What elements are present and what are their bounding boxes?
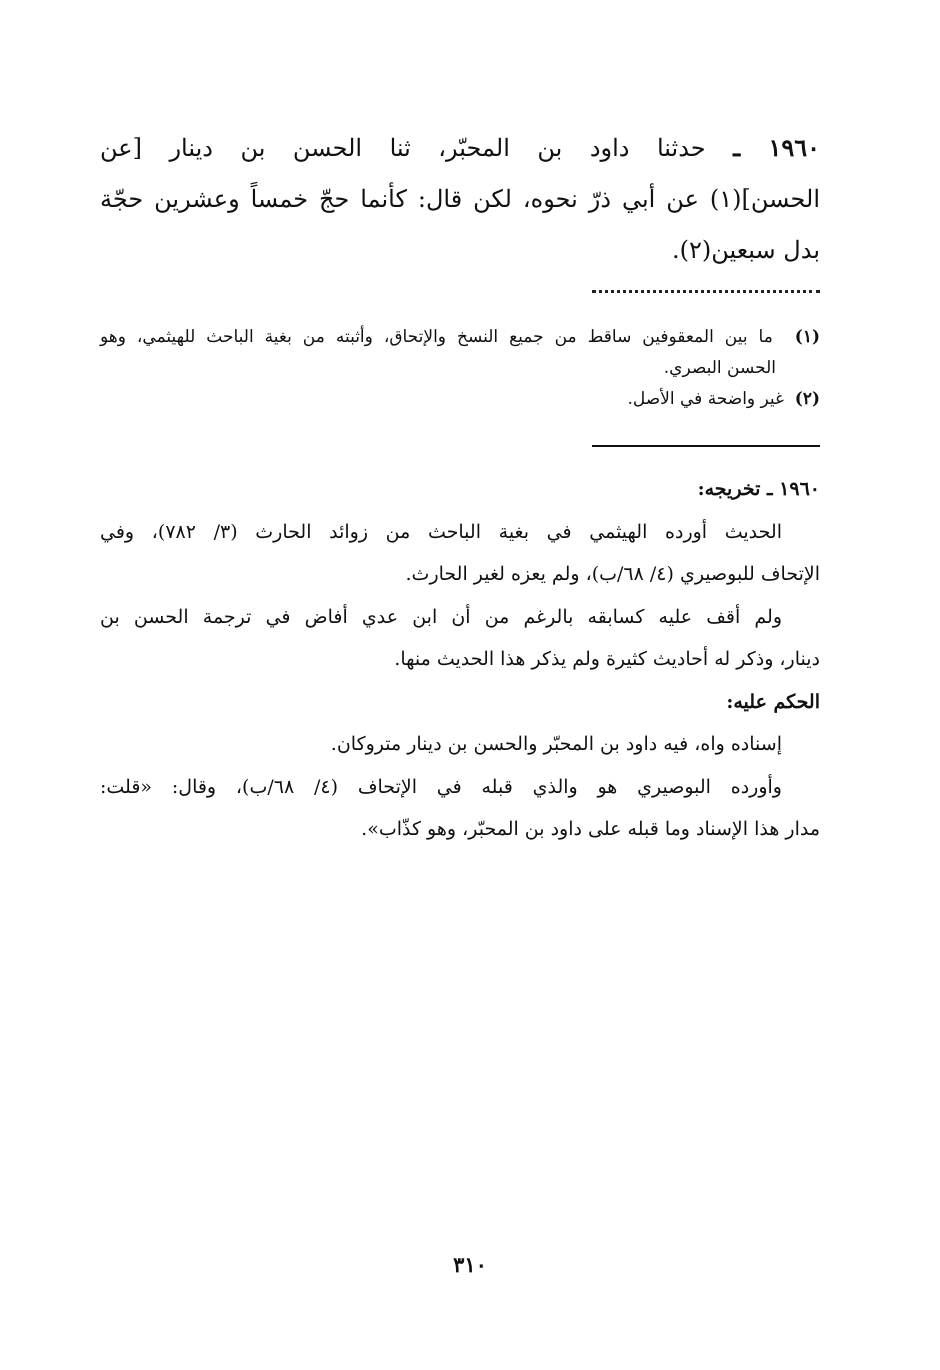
takhrij-section	[100, 468, 820, 851]
hadith-line-1-text: حدثنا داود بن المحبّر، ثنا الحسن بن دينار [عن	[100, 134, 706, 162]
footnote-1-line-1	[100, 322, 820, 353]
takhrij-heading: ١٩٦٠ ـ تخريجه:	[697, 478, 820, 500]
hadith-line-1	[100, 122, 820, 174]
hukm-p2-line-2: مدار هذا الإسناد وما قبله على داود بن المحبّر، وهو كذّاب».	[361, 818, 820, 840]
footnote-2-number: (٢)	[794, 389, 820, 409]
hadith-text	[100, 122, 820, 276]
footnote-2	[100, 384, 820, 415]
hukm-p2-line-1: وأورده البوصيري هو والذي قبله في الإتحاف (٤/ ٦٨/ب)، وقال: «قلت:	[100, 775, 782, 798]
footnote-1-number: (١)	[794, 327, 820, 347]
takhrij-p1-line-1: الحديث أورده الهيثمي في بغية الباحث من زوائد الحارث (٣/ ٧٨٢)، وفي	[100, 520, 782, 543]
section-separator	[592, 445, 820, 447]
hadith-line-3: بدل سبعين(٢).	[671, 236, 820, 264]
footnote-1-line-2: الحسن البصري.	[663, 358, 776, 378]
footnote-1-text: ما بين المعقوفين ساقط من جميع النسخ والإتحاق، وأثبته من بغية الباحث للهيثمي، وهو	[100, 327, 773, 347]
takhrij-p1-line-2: الإتحاف للبوصيري (٤/ ٦٨/ب)، ولم يعزه لغير الحارث.	[405, 563, 820, 585]
page-number: ٣١٠	[453, 1252, 487, 1277]
hukm-p1: إسناده واه، فيه داود بن المحبّر والحسن بن دينار متروكان.	[330, 733, 782, 755]
hadith-line-2: الحسن](١) عن أبي ذرّ نحوه، لكن قال: كأنما حجّ خمساً وعشرين حجّة	[100, 185, 820, 213]
footnote-2-text: غير واضحة في الأصل.	[627, 389, 784, 409]
hukm-heading: الحكم عليه:	[726, 690, 820, 713]
hadith-number: ١٩٦٠ ـ	[733, 133, 820, 162]
takhrij-p2-line-1: ولم أقف عليه كسابقه بالرغم من أن ابن عدي أفاض في ترجمة الحسن بن	[100, 605, 782, 628]
footnotes	[100, 322, 820, 415]
dotted-separator	[592, 290, 820, 293]
takhrij-p2-line-2: دينار، وذكر له أحاديث كثيرة ولم يذكر هذا الحديث منها.	[394, 648, 820, 670]
